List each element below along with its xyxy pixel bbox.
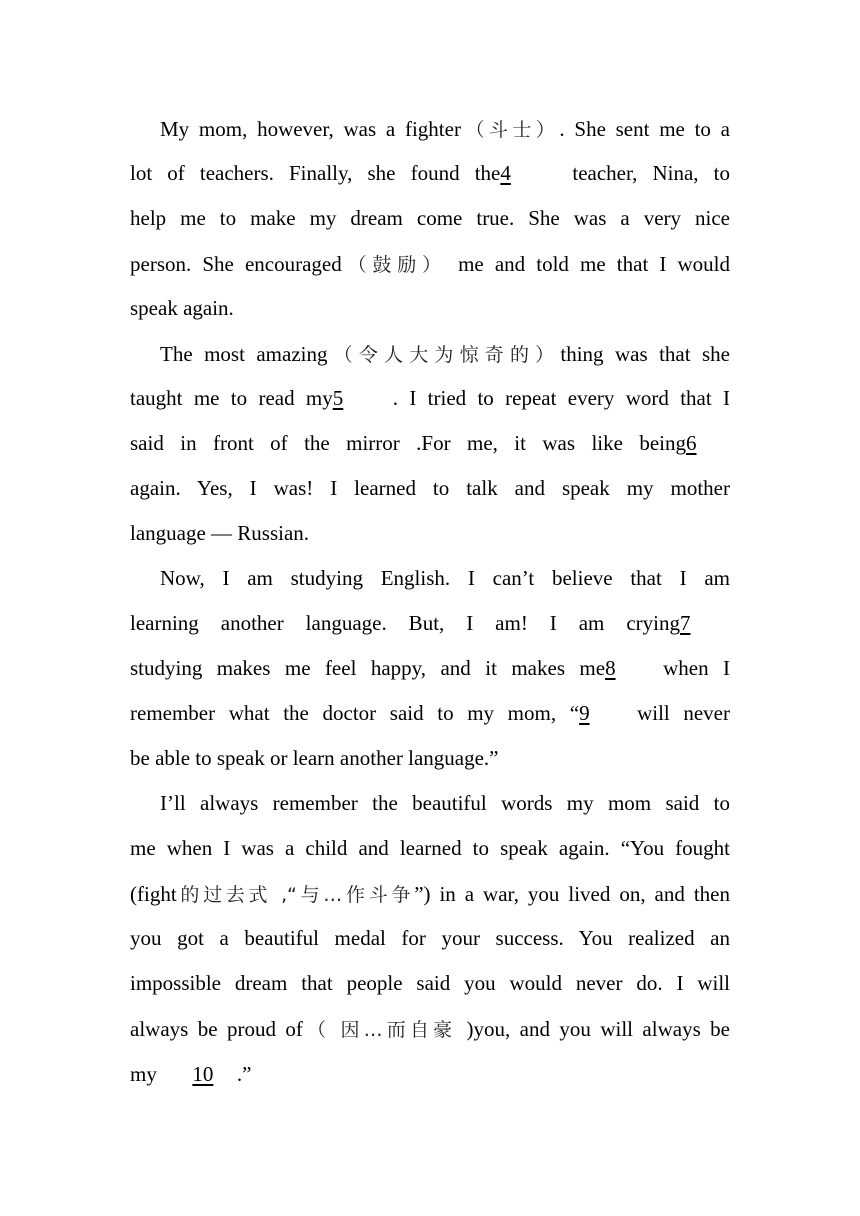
blank-9: 9 xyxy=(579,701,590,725)
p3-line-1: Now, I am studying English. I can’t believe that I am xyxy=(160,566,730,590)
p4-line-7: my 10 .” xyxy=(130,1059,730,1089)
p1-line-3: help me to make my dream come true. She was a very nice xyxy=(130,206,730,230)
p1-line-4: person. She encouraged（鼓励） me and told me that I would xyxy=(130,252,730,276)
blank-10: 10 xyxy=(192,1062,214,1086)
p1-line-2: lot of teachers. Finally, she found the4 teacher, Nina, to xyxy=(130,158,730,188)
p3-line-4: remember what the doctor said to my mom, “9 will never xyxy=(130,698,730,728)
p3-line-2: learning another language. But, I am! I am crying7 xyxy=(130,608,730,638)
p4-line-6: always be proud of（ 因…而自豪 )you, and you will always be xyxy=(130,1017,730,1041)
p4-line-5: impossible dream that people said you would never do. I will xyxy=(130,971,730,995)
blank-7: 7 xyxy=(680,611,691,635)
blank-4: 4 xyxy=(500,161,511,185)
p2-line-1: The most amazing（令人大为惊奇的）thing was that she xyxy=(160,342,730,366)
p4-line-3: (fight的过去式 ‚“与…作斗争”) in a war, you lived on, and then xyxy=(130,882,730,906)
blank-5: 5 xyxy=(332,386,344,410)
blank-8: 8 xyxy=(605,656,616,680)
p1-line-5: speak again. xyxy=(130,296,234,320)
p4-line-2: me when I was a child and learned to speak again. “You fought xyxy=(130,836,730,860)
p3-line-5: be able to speak or learn another language.” xyxy=(130,746,499,770)
p4-line-1: I’ll always remember the beautiful words my mom said to xyxy=(160,791,730,815)
p1-line-1: My mom, however, was a fighter（斗士）. She sent me to a xyxy=(160,117,730,141)
p2-line-4: again. Yes, I was! I learned to talk and speak my mother xyxy=(130,476,730,500)
p2-line-3: said in front of the mirror .For me, it was like being6 xyxy=(130,428,730,458)
p4-line-4: you got a beautiful medal for your success. You realized an xyxy=(130,926,730,950)
p2-line-2: taught me to read my5 . I tried to repeat every word that I xyxy=(130,383,730,413)
p3-line-3: studying makes me feel happy, and it makes me8 when I xyxy=(130,653,730,683)
p2-line-5: language — Russian. xyxy=(130,521,310,545)
blank-6: 6 xyxy=(686,431,697,455)
